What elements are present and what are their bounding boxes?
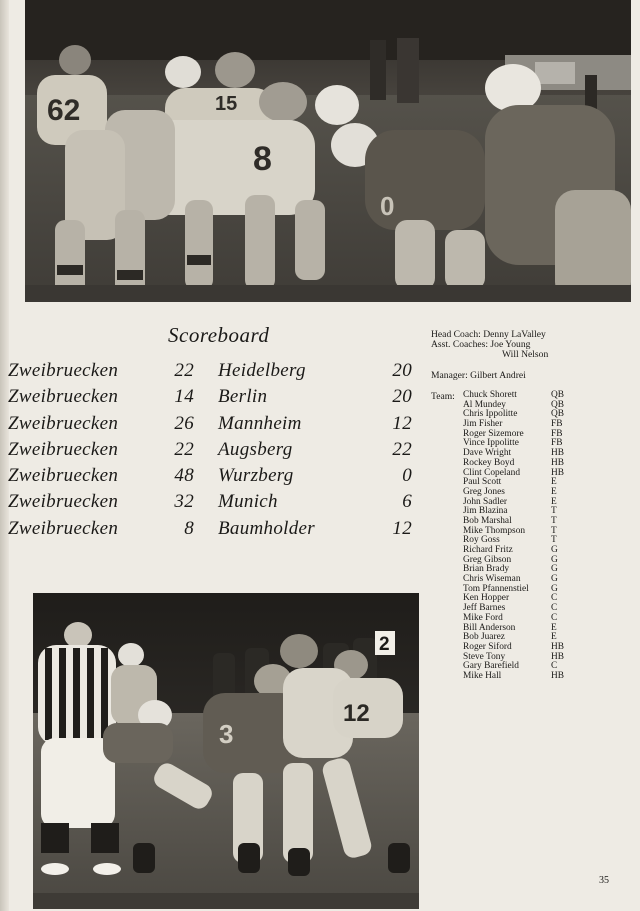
player-name: Tom Pfannenstiel: [463, 583, 529, 594]
player-name: Jim Blazina: [463, 506, 508, 517]
football-line-photo: [25, 0, 631, 302]
player-position: C: [551, 603, 558, 614]
opponent-score: 12: [392, 517, 412, 539]
player-position: C: [551, 661, 558, 672]
opponent-team: Mannheim: [218, 412, 302, 434]
svg-text:62: 62: [47, 94, 81, 127]
home-team: Zweibruecken: [8, 360, 119, 381]
player-position: HB: [551, 641, 565, 652]
player-name: Clint Copeland: [463, 467, 521, 478]
opponent-team: Berlin: [218, 386, 268, 408]
opponent-team: Heidelberg: [218, 360, 306, 381]
player-position: E: [551, 477, 557, 488]
player-name: Brian Brady: [463, 564, 510, 575]
svg-text:15: 15: [215, 93, 238, 115]
home-score: 48: [174, 465, 194, 487]
player-name: Bob Juarez: [463, 632, 505, 643]
home-team: Zweibruecken: [8, 438, 119, 460]
opponent-team: Munich: [218, 491, 278, 513]
player-position: T: [551, 515, 557, 526]
player-position: G: [551, 574, 558, 585]
team-label: Team:: [431, 391, 455, 402]
svg-text:12: 12: [343, 700, 370, 727]
player-name: Al Mundey: [463, 399, 506, 410]
svg-text:3: 3: [219, 719, 234, 749]
home-team: Zweibruecken: [8, 412, 119, 434]
player-name: Bill Anderson: [463, 622, 516, 633]
player-position: E: [551, 622, 557, 633]
player-name: Ken Hopper: [463, 593, 510, 604]
score-row: [8, 439, 413, 465]
home-team: Zweibruecken: [8, 386, 119, 408]
player-name: Greg Gibson: [463, 554, 512, 565]
page-number: 35: [599, 875, 609, 886]
player-name: Greg Jones: [463, 486, 505, 497]
player-name: Chuck Shorett: [463, 390, 517, 400]
player-position: HB: [551, 448, 565, 459]
opponent-team: Augsberg: [218, 438, 293, 460]
scoreboard-title: Scoreboard: [168, 323, 270, 347]
home-score: 32: [174, 491, 194, 513]
player-position: E: [551, 486, 557, 497]
player-position: FB: [551, 428, 563, 439]
player-name: Mike Thompson: [463, 525, 526, 536]
home-score: 22: [174, 438, 194, 460]
scoreboard-table: [8, 360, 413, 544]
player-position: HB: [551, 457, 565, 468]
player-position: FB: [551, 438, 563, 449]
score-row: [8, 413, 413, 439]
home-team: Zweibruecken: [8, 517, 119, 539]
opponent-score: 22: [392, 438, 412, 460]
player-position: HB: [551, 670, 565, 681]
svg-text:8: 8: [253, 140, 272, 178]
player-name: Mike Ford: [463, 612, 503, 623]
team-roster: [463, 391, 573, 682]
score-row: [8, 465, 413, 491]
player-position: G: [551, 554, 558, 565]
manager: Manager: Gilbert Andrei: [431, 370, 526, 381]
player-name: Rockey Boyd: [463, 457, 515, 468]
player-position: HB: [551, 651, 565, 662]
player-name: Gary Barefield: [463, 661, 519, 672]
assistant-coach: Will Nelson: [502, 349, 549, 361]
player-name: Jeff Barnes: [463, 603, 506, 614]
player-name: John Sadler: [463, 496, 508, 507]
player-name: Chris Ippolitte: [463, 409, 518, 420]
head-coach: Head Coach: Denny LaValley: [431, 329, 546, 340]
score-row: [8, 518, 413, 544]
player-name: Dave Wright: [463, 448, 512, 459]
opponent-score: 0: [402, 465, 412, 487]
player-name: Steve Tony: [463, 651, 506, 662]
score-row: [8, 360, 413, 386]
coaching-staff: [431, 330, 548, 361]
home-score: 22: [174, 360, 194, 381]
player-position: G: [551, 564, 558, 575]
player-position: T: [551, 525, 557, 536]
svg-text:0: 0: [380, 191, 395, 221]
score-row: [8, 386, 413, 412]
opponent-score: 6: [402, 491, 412, 513]
opponent-score: 12: [392, 412, 412, 434]
player-position: FB: [551, 419, 563, 430]
player-name: Jim Fisher: [463, 419, 503, 430]
player-name: Roger Siford: [463, 641, 512, 652]
player-position: QB: [551, 399, 565, 410]
player-position: T: [551, 535, 557, 546]
player-position: C: [551, 612, 558, 623]
home-team: Zweibruecken: [8, 465, 119, 487]
home-score: 14: [174, 386, 194, 408]
player-position: G: [551, 545, 558, 555]
player-position: QB: [551, 390, 565, 400]
home-score: 8: [184, 517, 194, 539]
football-play-photo: [33, 593, 419, 909]
player-name: Mike Hall: [463, 670, 502, 681]
home-score: 26: [174, 412, 194, 434]
player-position: E: [551, 632, 557, 643]
roster-entry: [463, 672, 573, 682]
player-position: T: [551, 506, 557, 517]
down-marker-number: 2: [379, 634, 390, 655]
opponent-team: Wurzberg: [218, 465, 294, 487]
player-position: HB: [551, 467, 565, 478]
player-position: QB: [551, 409, 565, 420]
player-name: Chris Wiseman: [463, 574, 521, 585]
home-team: Zweibruecken: [8, 491, 119, 513]
opponent-score: 20: [392, 360, 412, 381]
player-position: G: [551, 583, 558, 594]
player-name: Richard Fritz: [463, 545, 513, 555]
player-name: Roy Goss: [463, 535, 500, 546]
score-row: [8, 491, 413, 517]
player-position: E: [551, 496, 557, 507]
player-name: Roger Sizemore: [463, 428, 524, 439]
player-name: Vince Ippolitte: [463, 438, 519, 449]
player-name: Bob Marshal: [463, 515, 512, 526]
opponent-team: Baumholder: [218, 517, 315, 539]
player-name: Paul Scott: [463, 477, 502, 488]
opponent-score: 20: [392, 386, 412, 408]
assistant-coaches: Asst. Coaches: Joe Young: [431, 339, 531, 351]
player-position: C: [551, 593, 558, 604]
